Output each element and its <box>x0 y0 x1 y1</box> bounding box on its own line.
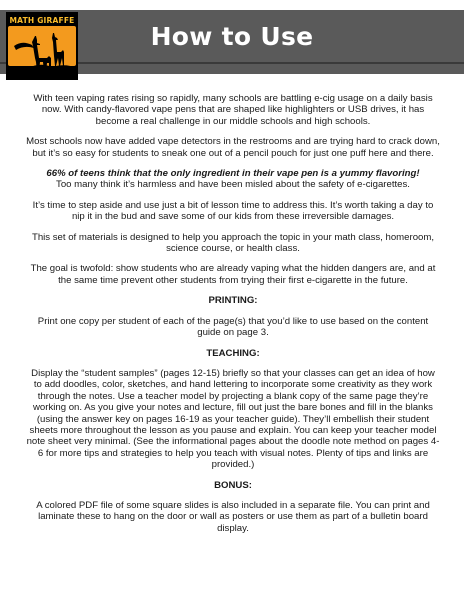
printing-heading: PRINTING: <box>208 295 258 307</box>
printing-body: Print one copy per student of each of the page(s) that you’d like to use based on the content guide on page 3. <box>37 315 429 339</box>
statistic-text: 66% of teens think that the only ingredient in their vape pen is a yummy flavoring! <box>46 168 420 180</box>
materials-paragraph: This set of materials is designed to help you approach the topic in your math class, homeroom, science course, or health class. <box>31 231 435 255</box>
bonus-body: A colored PDF file of some square slides is also included in a separate file. You can print and laminate these to hang on the door or wall as posters or use them as part of a bulletin board display. <box>36 499 430 534</box>
lesson-time-paragraph: It’s time to step aside and use just a bit of lesson time to address this. It’s worth taking a day to nip it in the bud and save some of our kids from these irreversible damages. <box>32 199 434 223</box>
goal-paragraph: The goal is twofold: show students who are already vaping what the hidden dangers are, and at the same time prevent other students from trying their first e-cigarette in the future. <box>30 263 436 286</box>
teaching-body: Display the “student samples” (pages 12-15) briefly so that your classes can get an idea of how to add doodles, color, sketches, and hand lettering to incorporate some creativity as they work through the notes. Use a teacher model by projecting a blank copy of the same page they’re working on. As you give your notes and lecture, fill out just the bare bones and fill in the blanks (using the answer key on pages 16-19 as your teacher guide). They’ll embellish their student sheets more throughout the lesson as you pause and explain. You can keep your teacher model note sheet very minimal. (See the informational pages about the doodle note method on pages 4-6 for more tips and strategies to help you teach with visual notes. Plenty of tips and links are provided.) <box>26 367 440 471</box>
intro-paragraph: With teen vaping rates rising so rapidly, many schools are battling e-cig usage on a daily basis now. With candy-flavored vape pens that are shaped like highlighters or USB drives, it has become a real challenge in our middle schools and high schools. <box>33 93 433 127</box>
statistic-callout <box>26 168 440 179</box>
logo-text: MATH GIRAFFE <box>9 16 75 25</box>
page-title: How to Use <box>150 22 314 51</box>
document-body <box>26 93 440 543</box>
bonus-heading: BONUS: <box>214 479 252 491</box>
misled-paragraph: Too many think it’s harmless and have been misled about the safety of e-cigarettes. <box>56 179 410 191</box>
teaching-heading: TEACHING: <box>206 347 260 359</box>
detectors-paragraph: Most schools now have added vape detectors in the restrooms and are trying hard to crack down, but it’s so easy for students to sneak one out of a pencil pouch for just one puff here and there. <box>26 136 440 159</box>
